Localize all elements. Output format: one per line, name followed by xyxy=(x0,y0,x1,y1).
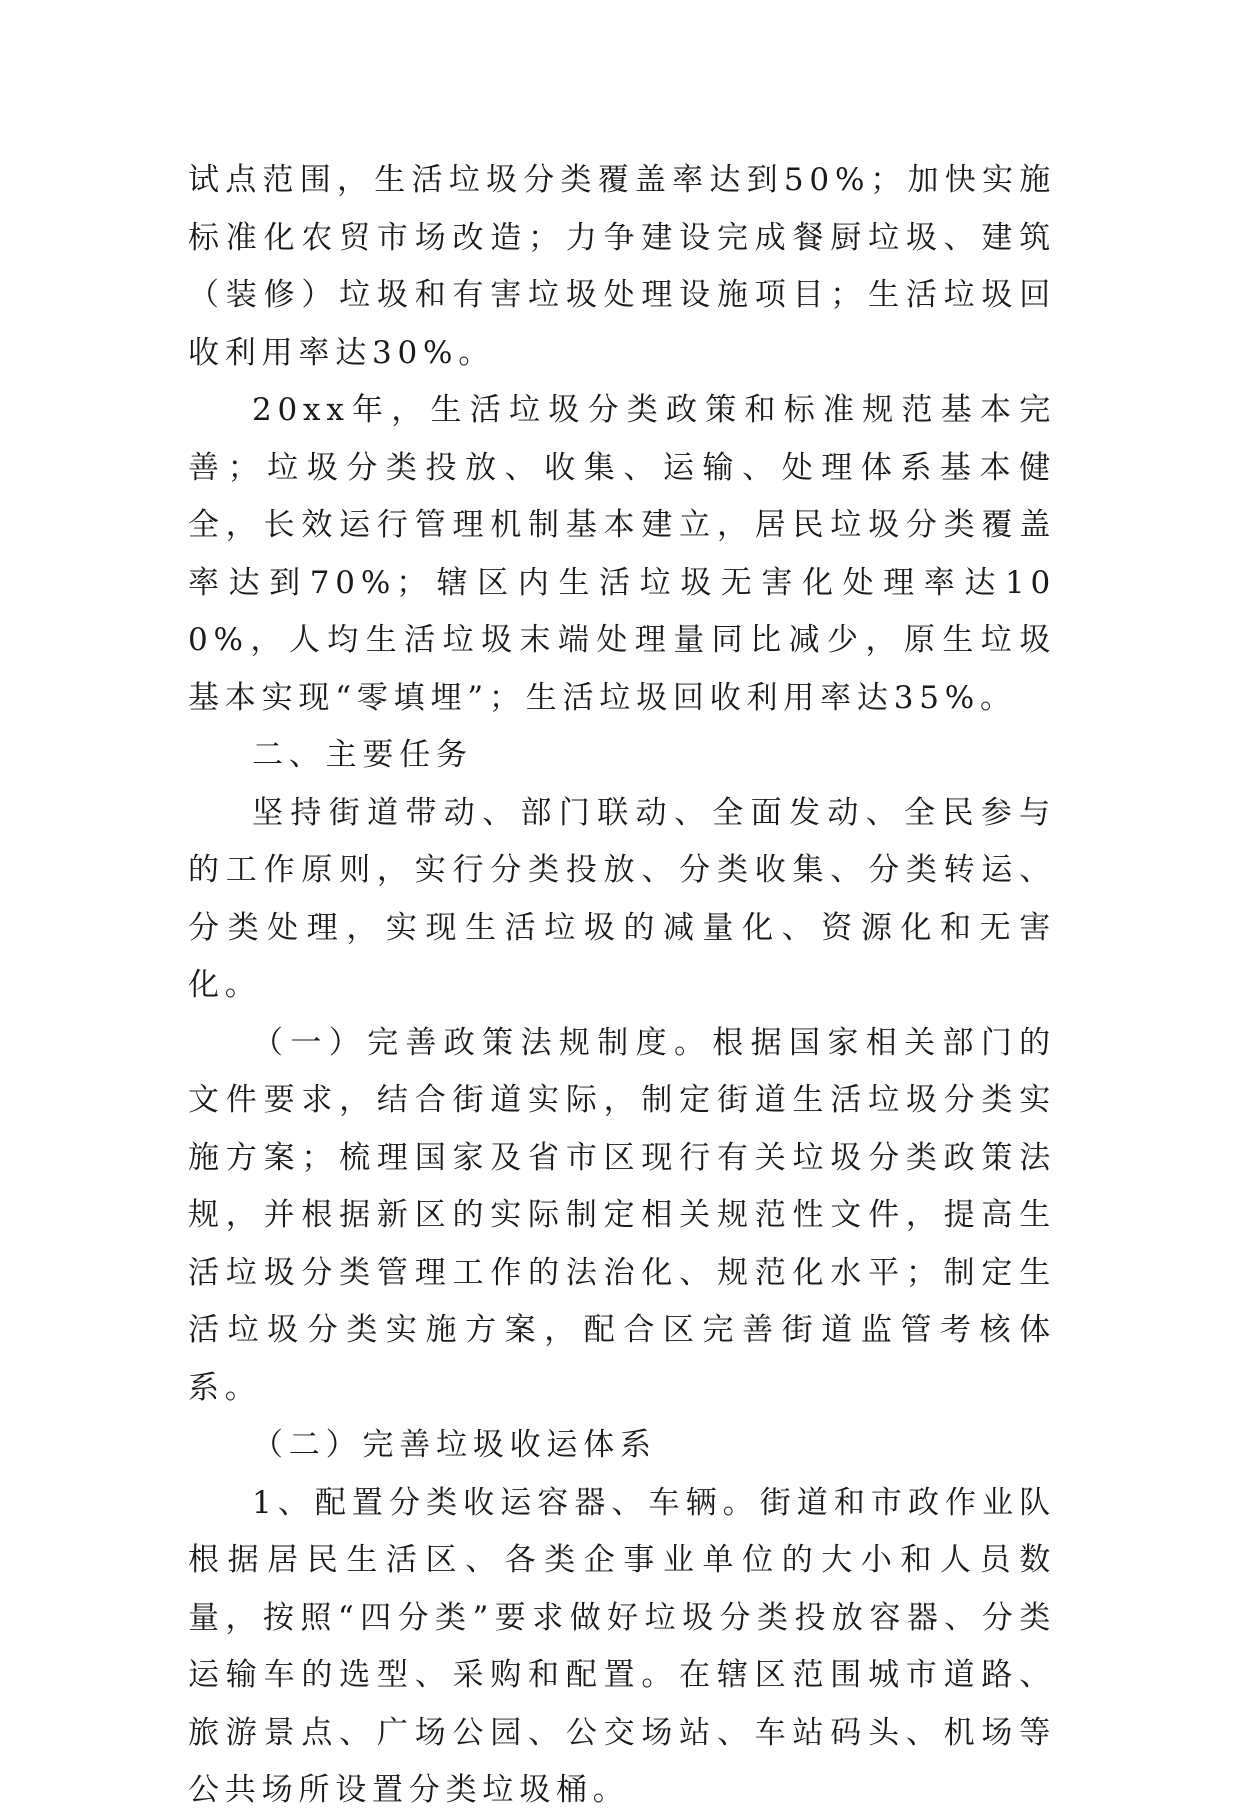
section-heading-main-tasks: 二、主要任务 xyxy=(252,737,473,773)
paragraph-containers-vehicles: 1、配置分类收运容器、车辆。街道和市政作业队根据居民生活区、各类企事业单位的大小和人员数量，按照“四分类”要求做好垃圾分类投放容器、分类运输车的选型、采购和配置。在辖区范围城市道路、旅游景点、广场公园、公交场站、车站码头、机场等公共场所设置分类垃圾桶。 xyxy=(188,1484,1056,1808)
paragraph-continuation: 试点范围，生活垃圾分类覆盖率达到50%；加快实施标准化农贸市场改造；力争建设完成餐厨垃圾、建筑（装修）垃圾和有害垃圾处理设施项目；生活垃圾回收利用率达30%。 xyxy=(188,162,1056,371)
document-body xyxy=(188,152,1056,1820)
paragraph-principles: 坚持街道带动、部门联动、全面发动、全民参与的工作原则，实行分类投放、分类收集、分类转运、分类处理，实现生活垃圾的减量化、资源化和无害化。 xyxy=(188,794,1056,1003)
paragraph-goals-20xx: 20xx年，生活垃圾分类政策和标准规范基本完善；垃圾分类投放、收集、运输、处理体系基本健全，长效运行管理机制基本建立，居民垃圾分类覆盖率达到70%；辖区内生活垃圾无害化处理率达100%，人均生活垃圾末端处理量同比减少，原生垃圾基本实现“零填埋”；生活垃圾回收利用率达35%。 xyxy=(188,392,1056,716)
subheading-collection-system: （二）完善垃圾收运体系 xyxy=(252,1427,657,1463)
paragraph-policy-regulations: （一）完善政策法规制度。根据国家相关部门的文件要求，结合街道实际，制定街道生活垃圾分类实施方案；梳理国家及省市区现行有关垃圾分类政策法规，并根据新区的实际制定相关规范性文件，提高生活垃圾分类管理工作的法治化、规范化水平；制定生活垃圾分类实施方案，配合区完善街道监管考核体系。 xyxy=(188,1024,1056,1406)
